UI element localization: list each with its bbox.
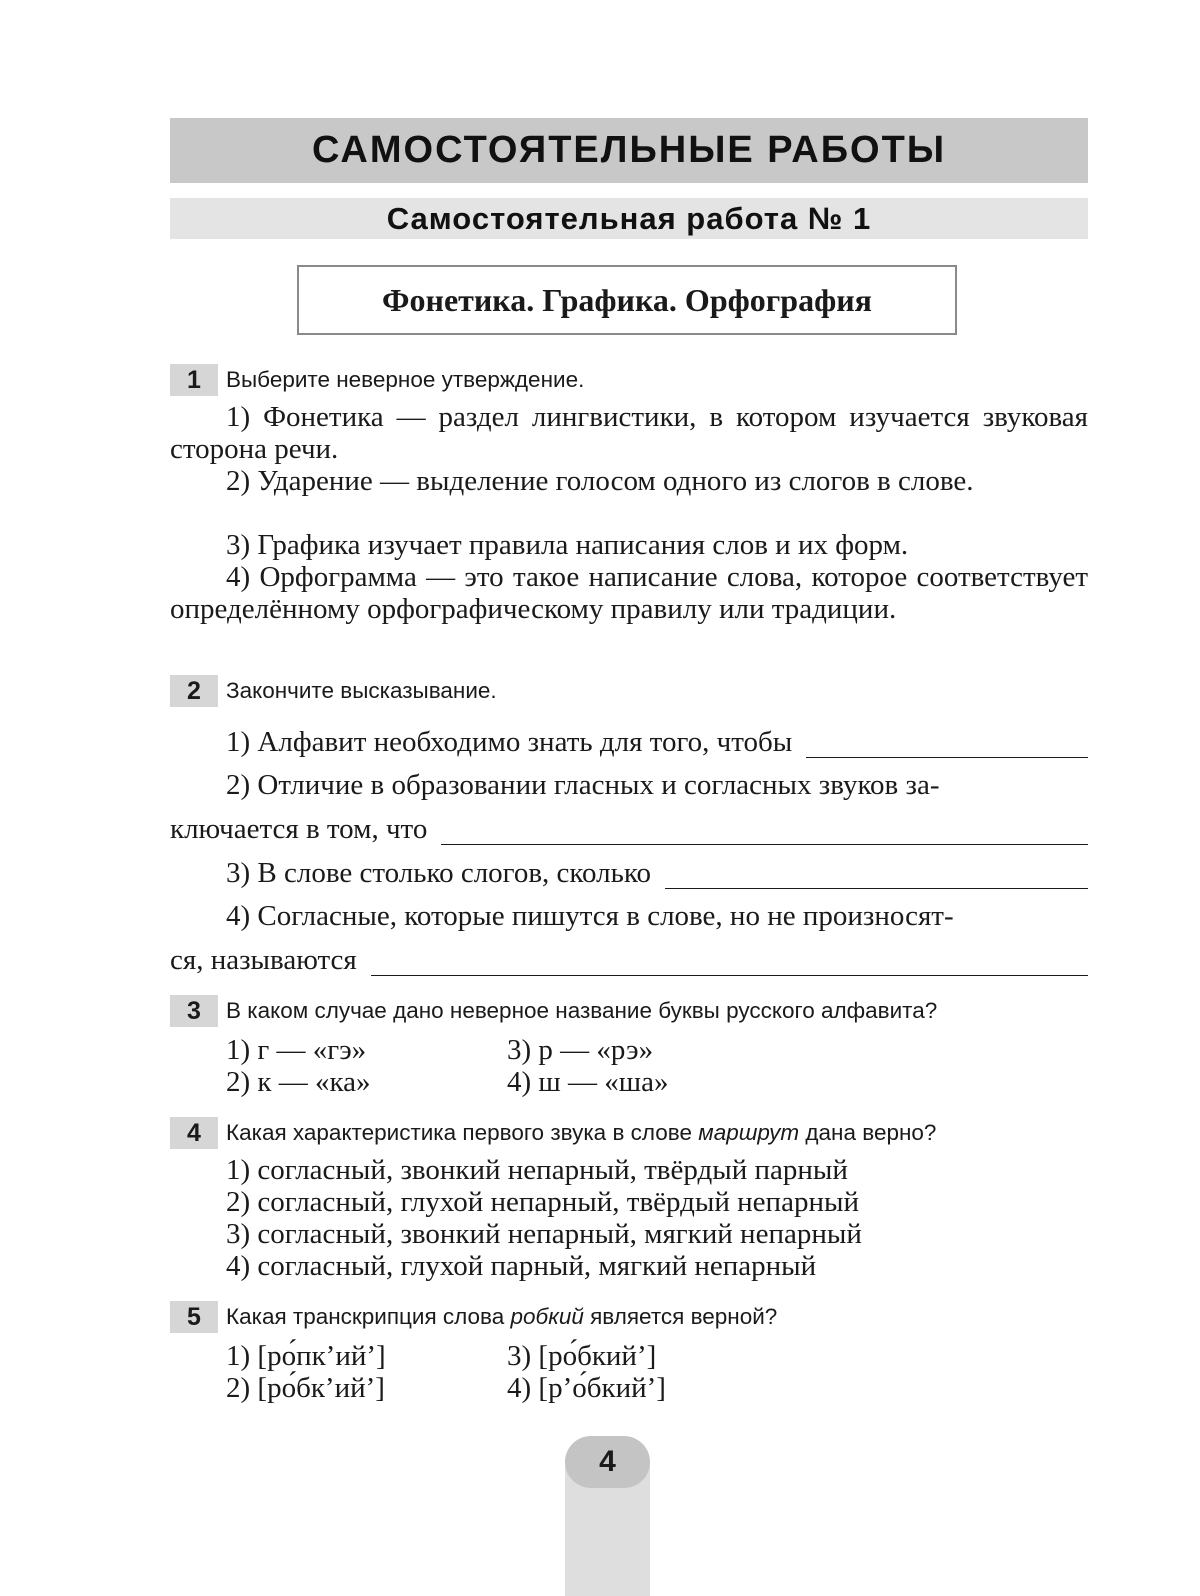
task-4-option: 3) согласный, звонкий непарный, мягкий непарный [226,1218,862,1250]
task-3-header [170,995,1088,1027]
task-5-option: 1) [ро́пк’ий’] [226,1340,386,1372]
task-2-item: 1) Алфавит необходимо знать для того, чтобы [170,726,1088,758]
task-3-option: 4) ш — «ша» [507,1066,669,1098]
task-5-option: 4) [р’о́бкий’] [507,1372,666,1404]
task-4-option: 1) согласный, звонкий непарный, твёрдый парный [226,1154,848,1186]
task-prompt: Какая транскрипция слова робкий является верной? [226,1304,778,1329]
task-1-option: 3) Графика изучает правила написания слов и их форм. [226,529,909,561]
task-2-header [170,675,1088,707]
task-2-item-continued: ся, называются [170,944,1088,976]
task-number: 2 [170,675,218,707]
task-prompt: В каком случае дано неверное название буквы русского алфавита? [226,998,938,1023]
task-1-option: 2) Ударение — выделение голосом одного из слогов в слове. [226,465,974,497]
task-5-option: 3) [ро́бкий’] [507,1340,657,1372]
task-2-item-continued: ключается в том, что [170,813,1088,845]
task-4-header [170,1117,1088,1149]
answer-blank[interactable] [371,953,1088,976]
task-1-header [170,364,1088,396]
answer-blank[interactable] [806,735,1088,758]
task-number: 3 [170,995,218,1027]
task-number: 1 [170,364,218,396]
task-5-header [170,1301,1088,1333]
task-2-item: 3) В слове столько слогов, сколько [170,857,1088,889]
task-prompt: Выберите неверное утверждение. [226,367,585,392]
task-3-option: 1) г — «гэ» [226,1034,367,1066]
work-title: Самостоятельная работа № 1 [170,198,1088,239]
task-2-item: 4) Согласные, которые пишутся в слове, но не произносят- [226,900,954,932]
task-4-option: 2) согласный, глухой непарный, твёрдый непарный [226,1186,859,1218]
task-prompt: Какая характеристика первого звука в слове маршрут дана верно? [226,1120,937,1145]
answer-blank[interactable] [665,866,1088,889]
task-1-option: 1) Фонетика — раздел лингвистики, в котором изучается звуковая сторона речи. [170,401,1088,465]
task-3-option: 2) к — «ка» [226,1066,371,1098]
task-prompt: Закончите высказывание. [226,678,497,703]
task-number: 4 [170,1117,218,1149]
task-number: 5 [170,1301,218,1333]
page-number: 4 [565,1436,650,1488]
task-1-option: 4) Орфограмма — это такое написание слова, которое соответствует определённому орфографическому правилу или традиции. [170,561,1088,625]
section-title: САМОСТОЯТЕЛЬНЫЕ РАБОТЫ [170,118,1088,183]
task-4-option: 4) согласный, глухой парный, мягкий непарный [226,1250,817,1282]
topic-title: Фонетика. Графика. Орфография [297,265,957,335]
task-2-item: 2) Отличие в образовании гласных и согласных звуков за- [226,769,940,801]
task-3-option: 3) р — «рэ» [507,1034,654,1066]
answer-blank[interactable] [441,822,1088,845]
task-5-option: 2) [ро́бк’ий’] [226,1372,385,1404]
